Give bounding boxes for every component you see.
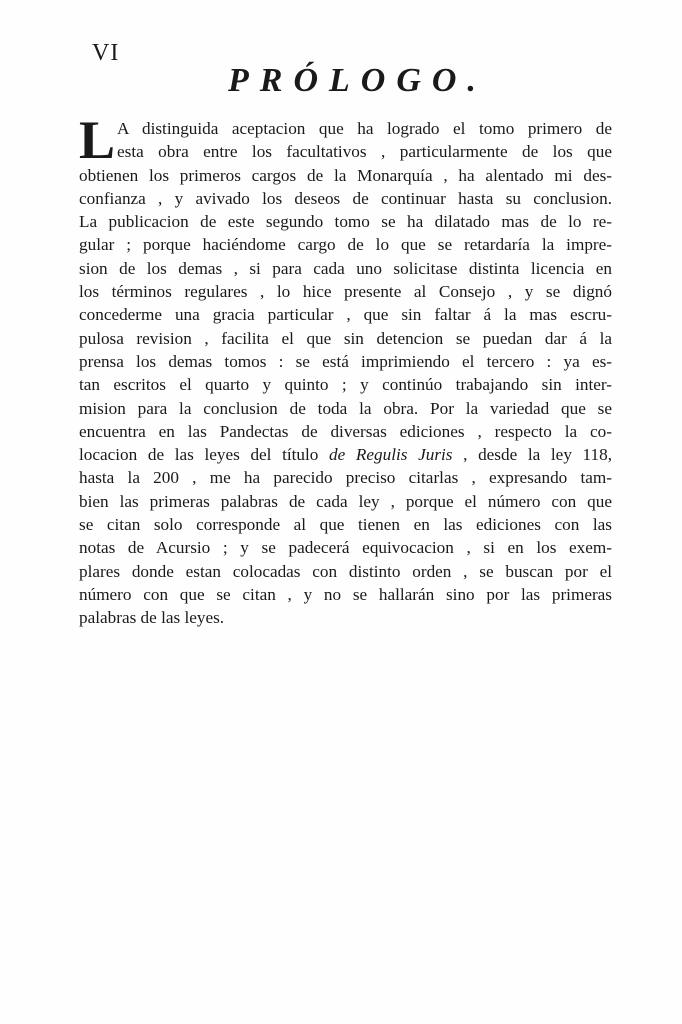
page-number: VI <box>92 40 120 66</box>
text-line: bien las primeras palabras de cada ley , porque el número con que <box>79 491 612 511</box>
drop-cap: L <box>79 110 116 170</box>
text-line: plares donde estan colocadas con distinto orden , se buscan por el <box>79 561 612 581</box>
text-line: notas de Acursio ; y se padecerá equivocacion , si en los exem- <box>79 538 612 558</box>
text-line: palabras de las leyes. <box>79 608 225 628</box>
page-title: PRÓLOGO. <box>228 62 487 99</box>
text-line: A distinguida aceptacion que ha logrado el tomo primero de <box>117 119 612 138</box>
text-line: sion de los demas , si para cada uno solicitase distinta licencia en <box>79 258 612 278</box>
text-segment: locacion de las leyes del título <box>79 445 330 465</box>
text-line: hasta la 200 , me ha parecido preciso citarlas , expresando tam- <box>79 468 612 488</box>
text-line: encuentra en las Pandectas de diversas ediciones , respecto la co- <box>79 421 612 441</box>
text-line: gular ; porque haciéndome cargo de lo que se retardaría la impre- <box>79 235 612 255</box>
text-line: número con que se citan , y no se hallarán sino por las primeras <box>79 584 612 604</box>
text-line: se citan solo corresponde al que tienen en las ediciones con las <box>79 515 612 535</box>
text-line-with-italic <box>79 443 612 466</box>
text-line: confianza , y avivado los deseos de continuar hasta su conclusion. <box>79 188 612 208</box>
italic-title-reference: de Regulis Juris <box>329 445 453 465</box>
text-line: pulosa revision , facilita el que sin detencion se puedan dar á la <box>79 328 612 348</box>
text-line: tan escritos el quarto y quinto ; y continúo trabajando sin inter- <box>79 375 612 395</box>
text-line: los términos regulares , lo hice presente al Consejo , y se dignó <box>79 282 612 302</box>
text-segment: , desde la ley 118, <box>452 445 612 465</box>
text-line: esta obra entre los facultativos , particularmente de los que <box>117 142 612 162</box>
text-line: prensa los demas tomos : se está imprimiendo el tercero : ya es- <box>79 351 612 371</box>
text-line: La publicacion de este segundo tomo se ha dilatado mas de lo re- <box>79 212 612 232</box>
text-line: concederme una gracia particular , que sin faltar á la mas escru- <box>79 305 612 325</box>
text-line: obtienen los primeros cargos de la Monarquía , ha alentado mi des- <box>79 165 612 185</box>
text-line: mision para la conclusion de toda la obra. Por la variedad que se <box>79 398 612 418</box>
prologue-body <box>79 110 612 630</box>
